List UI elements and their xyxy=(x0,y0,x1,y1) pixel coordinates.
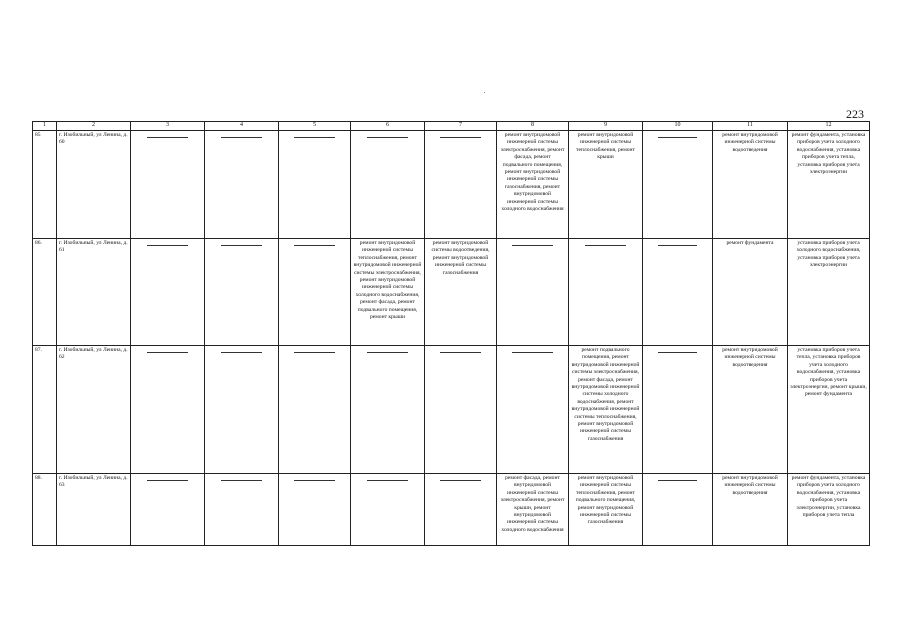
empty-dash xyxy=(147,352,188,353)
work-cell xyxy=(425,346,497,474)
row-number: 87. xyxy=(33,346,57,474)
empty-dash xyxy=(294,352,334,353)
repair-schedule-table xyxy=(32,121,870,546)
empty-dash xyxy=(147,480,188,481)
work-cell xyxy=(425,474,497,546)
work-cell xyxy=(643,239,713,346)
work-cell xyxy=(351,474,425,546)
empty-dash xyxy=(294,137,334,138)
work-cell xyxy=(643,131,713,239)
work-cell: ремонт фасада, ремонт внутридомовой инженерной системы электроснабжения, ремонт крыши, ремонт внутридомовой инженерной системы холодного водоснабжения xyxy=(497,474,569,546)
work-cell: ремонт фундамента, установка приборов учета холодного водоснабжения, установка приборов учета электроэнергии, установка приборов учета тепла xyxy=(788,474,870,546)
work-cell: установка приборов учета холодного водоснабжения, установка приборов учета электроэнергии xyxy=(788,239,870,346)
work-cell: ремонт внутридомовой инженерной системы электроснабжения, ремонт фасада, ремонт подвального помещения, ремонт внутридомовой инженерной системы газоснабжения, ремонт внутридомовой инженерной системы холодного водоснабжения xyxy=(497,131,569,239)
column-number: 3 xyxy=(131,122,205,131)
work-cell: ремонт фундамента, установка приборов учета холодного водоснабжения, установка приборов учета тепла, установка приборов учета электроэнергии xyxy=(788,131,870,239)
empty-dash xyxy=(294,245,334,246)
empty-dash xyxy=(658,137,697,138)
building-address: г. Изобильный, ул Ленина, д. 62 xyxy=(57,346,131,474)
work-cell xyxy=(279,131,351,239)
work-cell xyxy=(279,346,351,474)
table-row xyxy=(33,474,870,546)
work-cell: ремонт внутридомовой системы водоотведения, ремонт внутридомовой инженерной системы газоснабжения xyxy=(425,239,497,346)
empty-dash xyxy=(367,480,408,481)
empty-dash xyxy=(367,352,408,353)
empty-dash xyxy=(512,352,552,353)
column-number: 6 xyxy=(351,122,425,131)
scan-speck xyxy=(484,92,485,93)
row-number: 85 xyxy=(33,131,57,239)
work-cell xyxy=(131,346,205,474)
empty-dash xyxy=(585,245,626,246)
empty-dash xyxy=(367,137,408,138)
empty-dash xyxy=(658,352,697,353)
empty-dash xyxy=(221,137,262,138)
empty-dash xyxy=(440,137,480,138)
column-number: 4 xyxy=(205,122,279,131)
work-cell xyxy=(131,239,205,346)
work-cell: ремонт внутридомовой инженерной системы теплоснабжения, ремонт внутридомовой инженерной системы электроснабжения, ремонт внутридомовой инженерной системы холодного водоснабжения, ремонт фасада, ремонт подвального помещения, ремонт крыши xyxy=(351,239,425,346)
work-cell xyxy=(205,239,279,346)
empty-dash xyxy=(147,245,188,246)
empty-dash xyxy=(440,480,480,481)
work-cell xyxy=(497,239,569,346)
work-cell xyxy=(131,474,205,546)
column-number: 1 xyxy=(33,122,57,131)
work-cell xyxy=(205,131,279,239)
work-cell xyxy=(205,346,279,474)
work-cell: ремонт фундамента xyxy=(713,239,788,346)
work-cell xyxy=(569,239,643,346)
work-cell: установка приборов учета тепла, установка приборов учета холодного водоснабжения, установка приборов учета электроэнергии, ремонт крыши, ремонт фундамента xyxy=(788,346,870,474)
column-number-row xyxy=(33,122,870,131)
column-number: 11 xyxy=(713,122,788,131)
work-cell: ремонт внутридомовой инженерной системы водоотведения xyxy=(713,474,788,546)
row-number: 88. xyxy=(33,474,57,546)
empty-dash xyxy=(658,245,697,246)
empty-dash xyxy=(147,137,188,138)
work-cell xyxy=(643,346,713,474)
work-cell xyxy=(497,346,569,474)
building-address: г. Изобильный, ул Ленина, д. 63 xyxy=(57,474,131,546)
work-cell xyxy=(643,474,713,546)
column-number: 2 xyxy=(57,122,131,131)
work-cell: ремонт внутридомовой инженерной системы водоотведения xyxy=(713,131,788,239)
column-number: 12 xyxy=(788,122,870,131)
empty-dash xyxy=(512,245,552,246)
building-address: г. Изобильный, ул Ленина, д. 61 xyxy=(57,239,131,346)
column-number: 10 xyxy=(643,122,713,131)
work-cell xyxy=(351,346,425,474)
column-number: 8 xyxy=(497,122,569,131)
page-number: 223 xyxy=(846,107,864,121)
table-row xyxy=(33,346,870,474)
empty-dash xyxy=(221,352,262,353)
empty-dash xyxy=(294,480,334,481)
work-cell: ремонт внутридомовой инженерной системы водоотведения xyxy=(713,346,788,474)
empty-dash xyxy=(658,480,697,481)
column-number: 9 xyxy=(569,122,643,131)
column-number: 5 xyxy=(279,122,351,131)
row-number: 86. xyxy=(33,239,57,346)
building-address: г. Изобильный, ул Ленина, д. 60 xyxy=(57,131,131,239)
work-cell xyxy=(279,239,351,346)
work-cell xyxy=(279,474,351,546)
work-cell: ремонт внутридомовой инженерной системы теплоснабжения, ремонт крыши xyxy=(569,131,643,239)
work-cell xyxy=(205,474,279,546)
table-row xyxy=(33,131,870,239)
empty-dash xyxy=(221,245,262,246)
work-cell xyxy=(131,131,205,239)
work-cell xyxy=(351,131,425,239)
work-cell: ремонт внутридомовой инженерной системы теплоснабжения, ремонт подвального помещения, ремонт внутридомовой инженерной системы газоснабжения xyxy=(569,474,643,546)
empty-dash xyxy=(221,480,262,481)
work-cell: ремонт подвального помещения, ремонт внутридомовой инженерной системы электроснабжения, ремонт фасада, ремонт внутридомовой инженерной системы холодного водоснабжения, ремонт внутридомовой инженерной системы теплоснабжения, ремонт внутридомовой инженерной системы газоснабжения xyxy=(569,346,643,474)
work-cell xyxy=(425,131,497,239)
empty-dash xyxy=(440,352,480,353)
table-row xyxy=(33,239,870,346)
column-number: 7 xyxy=(425,122,497,131)
